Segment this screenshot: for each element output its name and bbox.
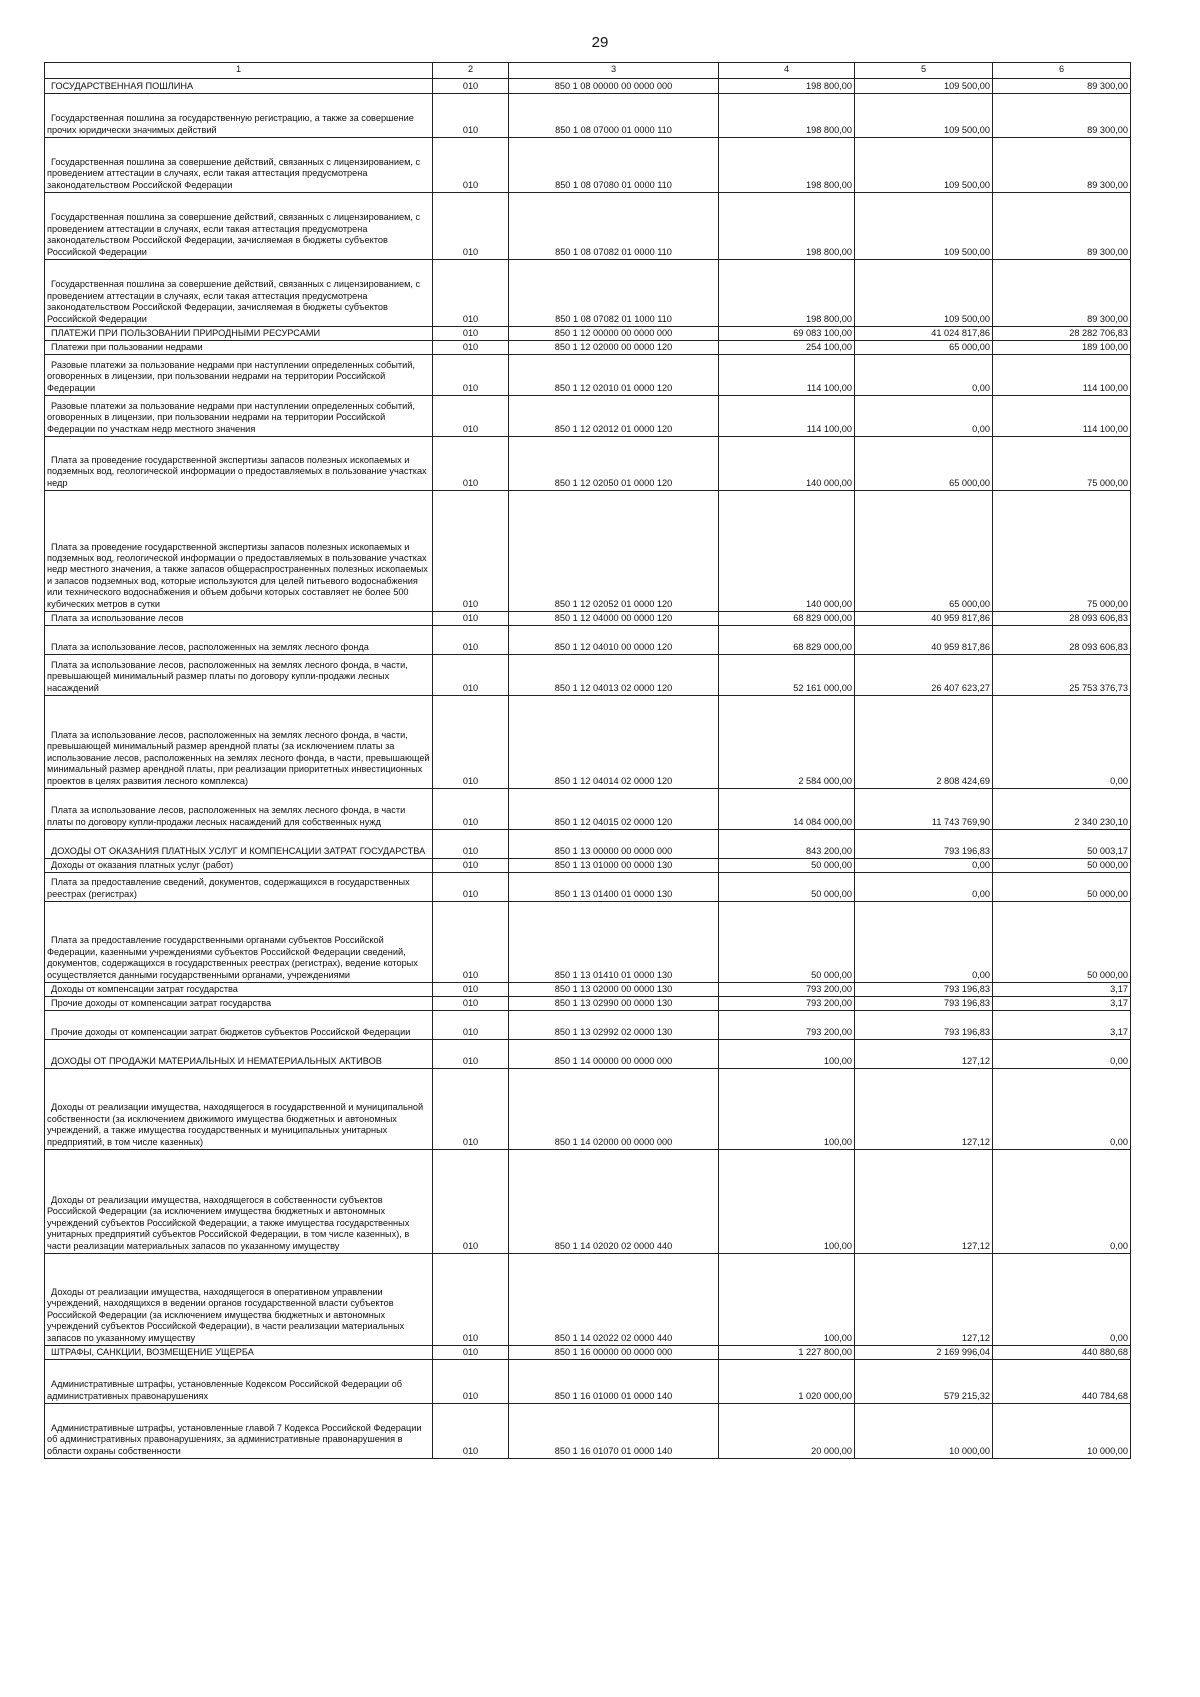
row-name: Плата за использование лесов, расположенных на землях лесного фонда, в части, превышающей минимальный размер арендной платы (за исключением платы за использование лесов, расположенных на землях лесного фонда, в части, превышающей минимальный размер арендной платы, при реализации приоритетных инвестиционных проектов в целях развития лесного комплекса) <box>45 696 433 789</box>
row-line-code: 010 <box>433 655 509 696</box>
row-name: Доходы от реализации имущества, находящегося в государственной и муниципальной собственности (за исключением движимого имущества бюджетных и автономных учреждений, а также имущества государственных и муниципальных унитарных предприятий, в том числе казенных) <box>45 1069 433 1150</box>
row-approved-amount: 140 000,00 <box>719 437 855 491</box>
row-budget-code: 850 1 13 00000 00 0000 000 <box>509 830 719 859</box>
row-budget-code: 850 1 12 02012 01 0000 120 <box>509 396 719 437</box>
row-executed-amount: 2 808 424,69 <box>855 696 993 789</box>
row-executed-amount: 65 000,00 <box>855 341 993 355</box>
row-budget-code: 850 1 12 00000 00 0000 000 <box>509 327 719 341</box>
row-budget-code: 850 1 12 02050 01 0000 120 <box>509 437 719 491</box>
row-budget-code: 850 1 08 07082 01 0000 110 <box>509 193 719 260</box>
row-name: Плата за использование лесов, расположенных на землях лесного фонда, в части, превышающей минимальный размер платы по договору купли-продажи лесных насаждений <box>45 655 433 696</box>
row-approved-amount: 100,00 <box>719 1040 855 1069</box>
row-line-code: 010 <box>433 873 509 902</box>
row-unexecuted-amount: 89 300,00 <box>993 94 1131 138</box>
row-name: Административные штрафы, установленные главой 7 Кодекса Российской Федерации об административных правонарушениях, за административные правонарушения в области охраны собственности <box>45 1404 433 1459</box>
row-budget-code: 850 1 13 01410 01 0000 130 <box>509 902 719 983</box>
row-line-code: 010 <box>433 79 509 94</box>
row-executed-amount: 793 196,83 <box>855 983 993 997</box>
row-line-code: 010 <box>433 1404 509 1459</box>
row-budget-code: 850 1 13 02992 02 0000 130 <box>509 1011 719 1040</box>
row-budget-code: 850 1 14 02020 02 0000 440 <box>509 1150 719 1254</box>
row-name: Доходы от компенсации затрат государства <box>45 983 433 997</box>
row-executed-amount: 11 743 769,90 <box>855 789 993 830</box>
row-unexecuted-amount: 10 000,00 <box>993 1404 1131 1459</box>
row-unexecuted-amount: 0,00 <box>993 1150 1131 1254</box>
header-row <box>45 63 1131 79</box>
row-budget-code: 850 1 12 02010 01 0000 120 <box>509 355 719 396</box>
row-unexecuted-amount: 28 282 706,83 <box>993 327 1131 341</box>
column-header: 3 <box>509 63 719 79</box>
row-name: Плата за предоставление сведений, документов, содержащихся в государственных реестрах (регистрах) <box>45 873 433 902</box>
row-budget-code: 850 1 08 07082 01 1000 110 <box>509 260 719 327</box>
row-line-code: 010 <box>433 1150 509 1254</box>
row-unexecuted-amount: 89 300,00 <box>993 260 1131 327</box>
row-executed-amount: 109 500,00 <box>855 94 993 138</box>
row-budget-code: 850 1 08 00000 00 0000 000 <box>509 79 719 94</box>
row-executed-amount: 127,12 <box>855 1150 993 1254</box>
table-row <box>45 341 1131 355</box>
row-unexecuted-amount: 114 100,00 <box>993 355 1131 396</box>
row-unexecuted-amount: 0,00 <box>993 1254 1131 1346</box>
row-line-code: 010 <box>433 327 509 341</box>
row-executed-amount: 127,12 <box>855 1254 993 1346</box>
row-name: Платежи при пользовании недрами <box>45 341 433 355</box>
row-name: Государственная пошлина за совершение действий, связанных с лицензированием, с проведением аттестации в случаях, если такая аттестация предусмотрена законодательством Российской Федерации <box>45 138 433 193</box>
row-name: Государственная пошлина за совершение действий, связанных с лицензированием, с проведением аттестации в случаях, если такая аттестация предусмотрена законодательством Российской Федерации, зачисляемая в бюджеты субъектов Российской Федерации <box>45 260 433 327</box>
table-row <box>45 437 1131 491</box>
table-row <box>45 79 1131 94</box>
table-row <box>45 1360 1131 1404</box>
table-row <box>45 859 1131 873</box>
row-name: Доходы от оказания платных услуг (работ) <box>45 859 433 873</box>
row-budget-code: 850 1 12 04013 02 0000 120 <box>509 655 719 696</box>
table-row <box>45 873 1131 902</box>
row-line-code: 010 <box>433 437 509 491</box>
row-line-code: 010 <box>433 1346 509 1360</box>
table-row <box>45 1346 1131 1360</box>
row-budget-code: 850 1 16 01070 01 0000 140 <box>509 1404 719 1459</box>
row-executed-amount: 0,00 <box>855 396 993 437</box>
row-approved-amount: 69 083 100,00 <box>719 327 855 341</box>
row-approved-amount: 100,00 <box>719 1150 855 1254</box>
row-line-code: 010 <box>433 94 509 138</box>
table-row <box>45 626 1131 655</box>
row-unexecuted-amount: 0,00 <box>993 696 1131 789</box>
row-approved-amount: 793 200,00 <box>719 997 855 1011</box>
row-executed-amount: 127,12 <box>855 1069 993 1150</box>
row-approved-amount: 843 200,00 <box>719 830 855 859</box>
row-approved-amount: 20 000,00 <box>719 1404 855 1459</box>
row-budget-code: 850 1 12 04000 00 0000 120 <box>509 612 719 626</box>
row-executed-amount: 109 500,00 <box>855 138 993 193</box>
row-line-code: 010 <box>433 789 509 830</box>
row-line-code: 010 <box>433 902 509 983</box>
row-approved-amount: 52 161 000,00 <box>719 655 855 696</box>
row-unexecuted-amount: 75 000,00 <box>993 437 1131 491</box>
row-name: Разовые платежи за пользование недрами при наступлении определенных событий, оговоренных в лицензии, при пользовании недрами на территории Российской Федерации <box>45 355 433 396</box>
row-line-code: 010 <box>433 696 509 789</box>
row-budget-code: 850 1 14 02022 02 0000 440 <box>509 1254 719 1346</box>
row-approved-amount: 68 829 000,00 <box>719 612 855 626</box>
row-approved-amount: 198 800,00 <box>719 260 855 327</box>
table-row <box>45 1150 1131 1254</box>
row-approved-amount: 793 200,00 <box>719 1011 855 1040</box>
row-approved-amount: 50 000,00 <box>719 902 855 983</box>
table-row <box>45 983 1131 997</box>
table-row <box>45 902 1131 983</box>
row-unexecuted-amount: 440 880,68 <box>993 1346 1131 1360</box>
row-approved-amount: 1 227 800,00 <box>719 1346 855 1360</box>
row-line-code: 010 <box>433 1040 509 1069</box>
table-row <box>45 1254 1131 1346</box>
row-unexecuted-amount: 2 340 230,10 <box>993 789 1131 830</box>
table-row <box>45 696 1131 789</box>
row-executed-amount: 40 959 817,86 <box>855 612 993 626</box>
row-line-code: 010 <box>433 193 509 260</box>
row-name: Прочие доходы от компенсации затрат государства <box>45 997 433 1011</box>
row-executed-amount: 109 500,00 <box>855 260 993 327</box>
row-unexecuted-amount: 3,17 <box>993 1011 1131 1040</box>
row-unexecuted-amount: 89 300,00 <box>993 79 1131 94</box>
row-budget-code: 850 1 13 01400 01 0000 130 <box>509 873 719 902</box>
row-budget-code: 850 1 12 02052 01 0000 120 <box>509 491 719 612</box>
row-name: Плата за проведение государственной экспертизы запасов полезных ископаемых и подземных вод, геологической информации о предоставляемых в пользование участках недр местного значения, а также запасов общераспространенных полезных ископаемых и запасов подземных вод, которые используются для целей питьевого водоснабжения или технического водоснабжения и объем добычи которых составляет не более 500 кубических метров в сутки <box>45 491 433 612</box>
column-header: 4 <box>719 63 855 79</box>
row-executed-amount: 0,00 <box>855 902 993 983</box>
row-unexecuted-amount: 50 000,00 <box>993 902 1131 983</box>
table-row <box>45 655 1131 696</box>
row-budget-code: 850 1 08 07000 01 0000 110 <box>509 94 719 138</box>
row-approved-amount: 1 020 000,00 <box>719 1360 855 1404</box>
row-line-code: 010 <box>433 1360 509 1404</box>
table-row <box>45 1040 1131 1069</box>
row-executed-amount: 793 196,83 <box>855 997 993 1011</box>
row-executed-amount: 2 169 996,04 <box>855 1346 993 1360</box>
row-unexecuted-amount: 3,17 <box>993 983 1131 997</box>
row-line-code: 010 <box>433 1069 509 1150</box>
row-name: Плата за проведение государственной экспертизы запасов полезных ископаемых и подземных вод, геологической информации о предоставляемых в пользование участках недр <box>45 437 433 491</box>
row-approved-amount: 198 800,00 <box>719 79 855 94</box>
row-approved-amount: 140 000,00 <box>719 491 855 612</box>
row-line-code: 010 <box>433 997 509 1011</box>
table-row <box>45 1404 1131 1459</box>
row-approved-amount: 50 000,00 <box>719 859 855 873</box>
row-approved-amount: 68 829 000,00 <box>719 626 855 655</box>
row-approved-amount: 100,00 <box>719 1069 855 1150</box>
table-row <box>45 1011 1131 1040</box>
row-name: Плата за использование лесов, расположенных на землях лесного фонда <box>45 626 433 655</box>
row-executed-amount: 793 196,83 <box>855 1011 993 1040</box>
row-budget-code: 850 1 13 01000 00 0000 130 <box>509 859 719 873</box>
row-line-code: 010 <box>433 983 509 997</box>
table-row <box>45 327 1131 341</box>
revenue-table <box>44 62 1131 1459</box>
row-approved-amount: 2 584 000,00 <box>719 696 855 789</box>
row-name: Государственная пошлина за совершение действий, связанных с лицензированием, с проведением аттестации в случаях, если такая аттестация предусмотрена законодательством Российской Федерации, зачисляемая в бюджеты субъектов Российской Федерации <box>45 193 433 260</box>
row-approved-amount: 793 200,00 <box>719 983 855 997</box>
row-unexecuted-amount: 0,00 <box>993 1069 1131 1150</box>
row-approved-amount: 198 800,00 <box>719 193 855 260</box>
row-unexecuted-amount: 89 300,00 <box>993 138 1131 193</box>
row-budget-code: 850 1 16 00000 00 0000 000 <box>509 1346 719 1360</box>
row-unexecuted-amount: 50 000,00 <box>993 873 1131 902</box>
row-name: Разовые платежи за пользование недрами при наступлении определенных событий, оговоренных в лицензии, при пользовании недрами на территории Российской Федерации по участкам недр местного значения <box>45 396 433 437</box>
row-executed-amount: 65 000,00 <box>855 491 993 612</box>
row-name: Плата за использование лесов <box>45 612 433 626</box>
table-row <box>45 612 1131 626</box>
row-name: Доходы от реализации имущества, находящегося в оперативном управлении учреждений, находящихся в ведении органов государственной власти субъектов Российской Федерации (за исключением имущества бюджетных и автономных учреждений субъектов Российской Федерации), в части реализации материальных запасов по указанному имуществу <box>45 1254 433 1346</box>
table-row <box>45 260 1131 327</box>
column-header: 2 <box>433 63 509 79</box>
row-budget-code: 850 1 14 02000 00 0000 000 <box>509 1069 719 1150</box>
row-name: Административные штрафы, установленные Кодексом Российской Федерации об административных правонарушениях <box>45 1360 433 1404</box>
row-line-code: 010 <box>433 1011 509 1040</box>
row-line-code: 010 <box>433 355 509 396</box>
row-executed-amount: 109 500,00 <box>855 193 993 260</box>
row-name: ШТРАФЫ, САНКЦИИ, ВОЗМЕЩЕНИЕ УЩЕРБА <box>45 1346 433 1360</box>
row-name: ДОХОДЫ ОТ ОКАЗАНИЯ ПЛАТНЫХ УСЛУГ И КОМПЕНСАЦИИ ЗАТРАТ ГОСУДАРСТВА <box>45 830 433 859</box>
row-unexecuted-amount: 75 000,00 <box>993 491 1131 612</box>
row-name: Плата за предоставление государственными органами субъектов Российской Федерации, казенными учреждениями субъектов Российской Федерации сведений, документов, содержащихся в государственных реестрах (регистрах), ведение которых осуществляется данными государственными органами, учреждениями <box>45 902 433 983</box>
row-budget-code: 850 1 13 02000 00 0000 130 <box>509 983 719 997</box>
row-unexecuted-amount: 440 784,68 <box>993 1360 1131 1404</box>
table-row <box>45 355 1131 396</box>
row-budget-code: 850 1 12 04014 02 0000 120 <box>509 696 719 789</box>
table-row <box>45 997 1131 1011</box>
row-approved-amount: 254 100,00 <box>719 341 855 355</box>
table-body <box>45 79 1131 1459</box>
table-row <box>45 1069 1131 1150</box>
row-executed-amount: 0,00 <box>855 873 993 902</box>
row-budget-code: 850 1 13 02990 00 0000 130 <box>509 997 719 1011</box>
row-executed-amount: 65 000,00 <box>855 437 993 491</box>
row-line-code: 010 <box>433 396 509 437</box>
column-header: 6 <box>993 63 1131 79</box>
column-header: 5 <box>855 63 993 79</box>
row-line-code: 010 <box>433 626 509 655</box>
row-executed-amount: 579 215,32 <box>855 1360 993 1404</box>
row-name: ДОХОДЫ ОТ ПРОДАЖИ МАТЕРИАЛЬНЫХ И НЕМАТЕРИАЛЬНЫХ АКТИВОВ <box>45 1040 433 1069</box>
row-approved-amount: 100,00 <box>719 1254 855 1346</box>
row-executed-amount: 0,00 <box>855 355 993 396</box>
table-row <box>45 396 1131 437</box>
row-executed-amount: 127,12 <box>855 1040 993 1069</box>
row-unexecuted-amount: 114 100,00 <box>993 396 1131 437</box>
row-line-code: 010 <box>433 341 509 355</box>
row-line-code: 010 <box>433 859 509 873</box>
row-executed-amount: 109 500,00 <box>855 79 993 94</box>
row-executed-amount: 10 000,00 <box>855 1404 993 1459</box>
row-unexecuted-amount: 89 300,00 <box>993 193 1131 260</box>
table-row <box>45 94 1131 138</box>
table-row <box>45 138 1131 193</box>
row-executed-amount: 26 407 623,27 <box>855 655 993 696</box>
row-budget-code: 850 1 16 01000 01 0000 140 <box>509 1360 719 1404</box>
row-line-code: 010 <box>433 1254 509 1346</box>
row-unexecuted-amount: 50 000,00 <box>993 859 1131 873</box>
row-unexecuted-amount: 28 093 606,83 <box>993 612 1131 626</box>
table-row <box>45 193 1131 260</box>
row-approved-amount: 198 800,00 <box>719 94 855 138</box>
row-line-code: 010 <box>433 612 509 626</box>
row-approved-amount: 14 084 000,00 <box>719 789 855 830</box>
row-name: Плата за использование лесов, расположенных на землях лесного фонда, в части платы по договору купли-продажи лесных насаждений для собственных нужд <box>45 789 433 830</box>
row-name: Доходы от реализации имущества, находящегося в собственности субъектов Российской Федерации (за исключением имущества бюджетных и автономных учреждений субъектов Российской Федерации, а также имущества государственных унитарных предприятий субъектов Российской Федерации, в том числе казенных), в части реализации материальных запасов по указанному имуществу <box>45 1150 433 1254</box>
table-row <box>45 789 1131 830</box>
row-budget-code: 850 1 12 02000 00 0000 120 <box>509 341 719 355</box>
row-executed-amount: 40 959 817,86 <box>855 626 993 655</box>
row-unexecuted-amount: 3,17 <box>993 997 1131 1011</box>
row-line-code: 010 <box>433 138 509 193</box>
row-approved-amount: 50 000,00 <box>719 873 855 902</box>
row-executed-amount: 0,00 <box>855 859 993 873</box>
row-budget-code: 850 1 08 07080 01 0000 110 <box>509 138 719 193</box>
row-unexecuted-amount: 0,00 <box>993 1040 1131 1069</box>
row-line-code: 010 <box>433 260 509 327</box>
row-executed-amount: 41 024 817,86 <box>855 327 993 341</box>
row-unexecuted-amount: 50 003,17 <box>993 830 1131 859</box>
row-line-code: 010 <box>433 491 509 612</box>
page-number: 29 <box>591 34 609 51</box>
row-unexecuted-amount: 189 100,00 <box>993 341 1131 355</box>
table-row <box>45 491 1131 612</box>
row-name: Прочие доходы от компенсации затрат бюджетов субъектов Российской Федерации <box>45 1011 433 1040</box>
row-approved-amount: 198 800,00 <box>719 138 855 193</box>
row-budget-code: 850 1 14 00000 00 0000 000 <box>509 1040 719 1069</box>
row-line-code: 010 <box>433 830 509 859</box>
row-unexecuted-amount: 28 093 606,83 <box>993 626 1131 655</box>
row-budget-code: 850 1 12 04015 02 0000 120 <box>509 789 719 830</box>
row-approved-amount: 114 100,00 <box>719 396 855 437</box>
row-budget-code: 850 1 12 04010 00 0000 120 <box>509 626 719 655</box>
row-name: ГОСУДАРСТВЕННАЯ ПОШЛИНА <box>45 79 433 94</box>
row-unexecuted-amount: 25 753 376,73 <box>993 655 1131 696</box>
row-name: ПЛАТЕЖИ ПРИ ПОЛЬЗОВАНИИ ПРИРОДНЫМИ РЕСУРСАМИ <box>45 327 433 341</box>
row-name: Государственная пошлина за государственную регистрацию, а также за совершение прочих юридически значимых действий <box>45 94 433 138</box>
table-row <box>45 830 1131 859</box>
row-executed-amount: 793 196,83 <box>855 830 993 859</box>
row-approved-amount: 114 100,00 <box>719 355 855 396</box>
column-header: 1 <box>45 63 433 79</box>
